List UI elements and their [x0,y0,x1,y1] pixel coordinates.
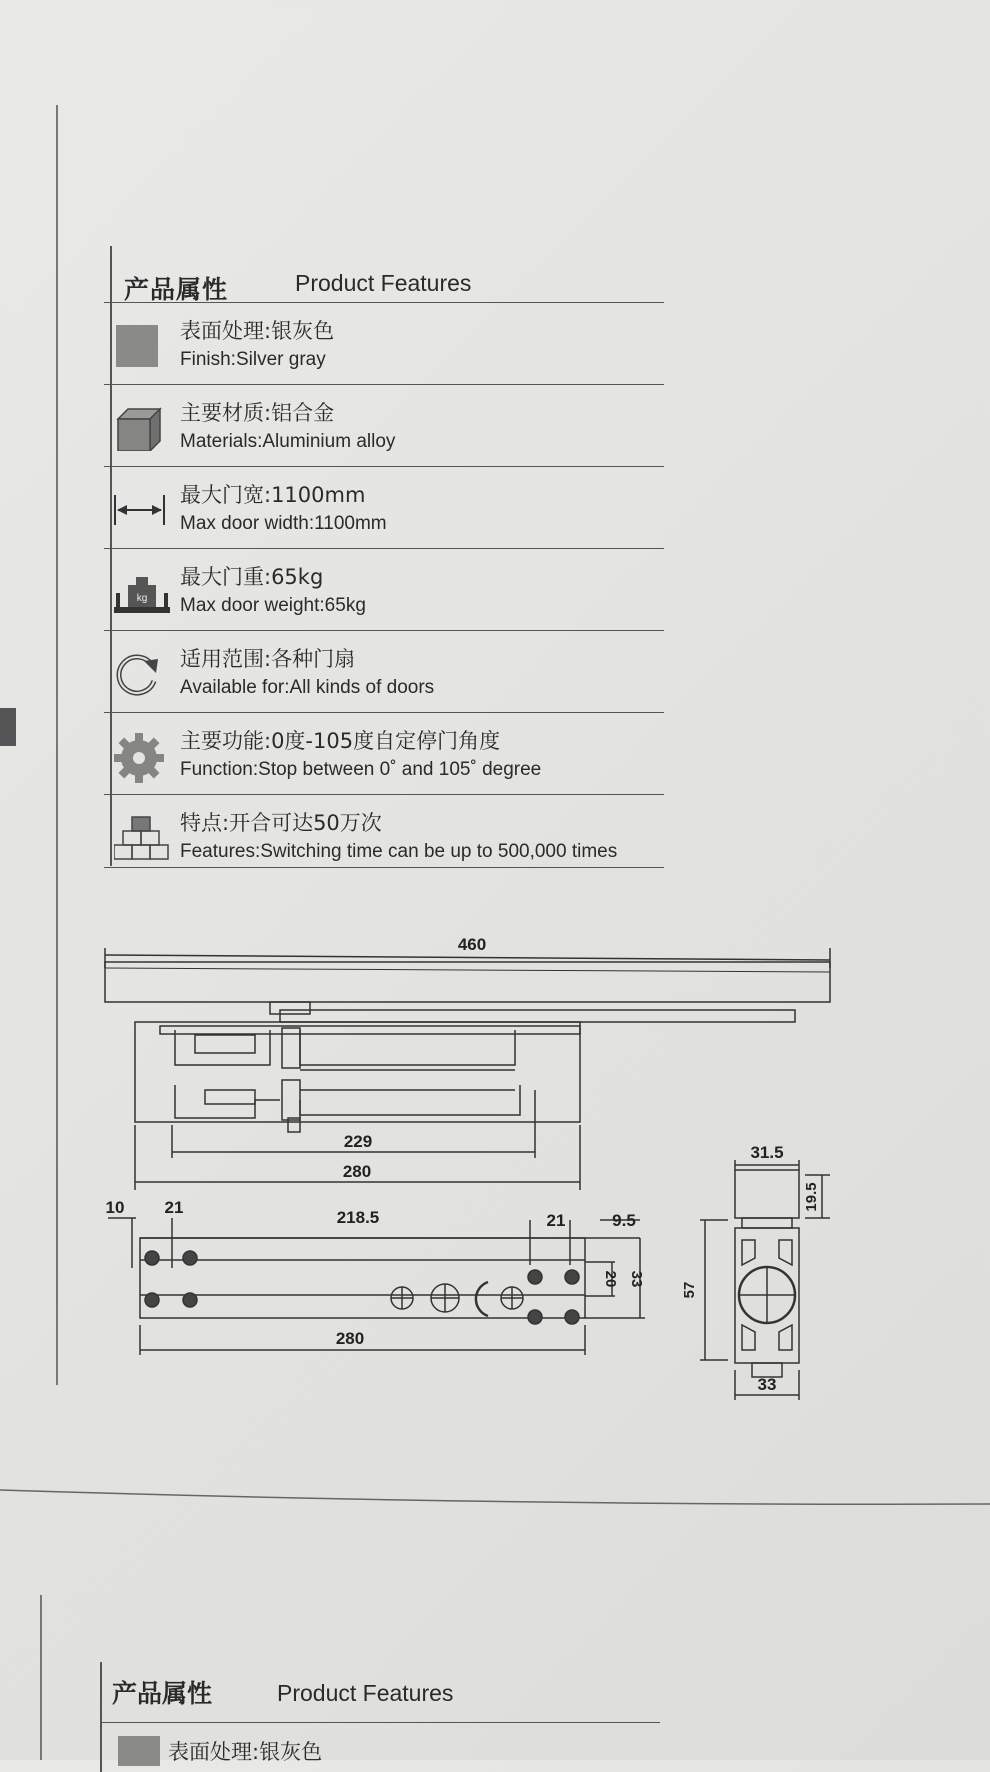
feature-label-cn: 表面处理:银灰色 [180,319,335,343]
finish-swatch-icon [118,1736,160,1766]
next-section-title-en: Product Features [277,1680,454,1706]
next-product-features-section [100,1658,660,1768]
page-fold [0,1478,990,1518]
gear-icon [114,733,158,777]
feature-row-weight [104,548,664,629]
technical-drawing [0,920,990,1480]
section-title-en: Product Features [295,270,472,296]
dim-33-side: 33 [757,1375,777,1394]
feature-label-cn: 主要功能:0度-105度自定停门角度 [180,729,501,753]
bricks-icon [114,815,158,859]
dim-33-right: 33 [628,1270,645,1288]
dim-10: 10 [105,1198,125,1217]
feature-label-en: Max door width:1100mm [180,513,387,534]
dim-9-5: 9.5 [612,1211,636,1230]
section-header [104,246,664,304]
feature-label-en: Materials:Aluminium alloy [180,431,396,452]
dim-280-bottom: 280 [335,1329,365,1348]
weight-icon-label: kg [136,593,148,604]
width-arrows-icon [114,487,158,531]
feature-row-material [104,384,664,465]
dim-21-right: 21 [546,1211,566,1230]
dim-229: 229 [343,1132,373,1151]
feature-label-cn: 适用范围:各种门扇 [180,647,356,671]
section-title-cn: 产品属性 [124,275,229,304]
material-cube-icon [114,405,158,449]
weight-scale-icon [114,569,158,613]
feature-label-cn: 最大门重:65kg [180,565,324,589]
feature-label-en: Finish:Silver gray [180,349,326,370]
feature-label-cn: 特点:开合可达50万次 [180,811,382,835]
feature-label-en: Available for:All kinds of doors [180,677,435,698]
next-section-rule [100,1722,660,1723]
feature-row-durability [104,794,664,875]
dim-21-left: 21 [164,1198,184,1217]
page-margin-rule-lower [40,1595,42,1760]
next-feature-label-cn: 表面处理:银灰色 [168,1740,323,1764]
dim-280-top: 280 [342,1162,372,1181]
feature-label-en: Function:Stop between 0˚ and 105˚ degree [180,759,542,780]
dim-218-5: 218.5 [336,1208,380,1227]
feature-row-finish [104,302,664,383]
next-section-title-cn: 产品属性 [112,1679,213,1708]
feature-label-cn: 主要材质:铝合金 [180,401,335,425]
dim-57: 57 [681,1281,698,1299]
dim-20: 20 [602,1270,619,1288]
feature-label-en: Features:Switching time can be up to 500,000 times [180,841,618,862]
table-bottom-rule [104,867,664,868]
product-features-section [104,246,664,866]
dim-31-5: 31.5 [750,1143,784,1162]
dim-19-5: 19.5 [803,1182,820,1212]
dim-460: 460 [457,935,487,954]
feature-row-width [104,466,664,547]
feature-label-cn: 最大门宽:1100mm [180,483,366,507]
finish-swatch-icon [114,323,158,367]
feature-row-scope [104,630,664,711]
binding-tab [0,708,16,746]
rotate-arrow-icon [114,651,158,695]
feature-row-function [104,712,664,793]
feature-label-en: Max door weight:65kg [180,595,366,616]
